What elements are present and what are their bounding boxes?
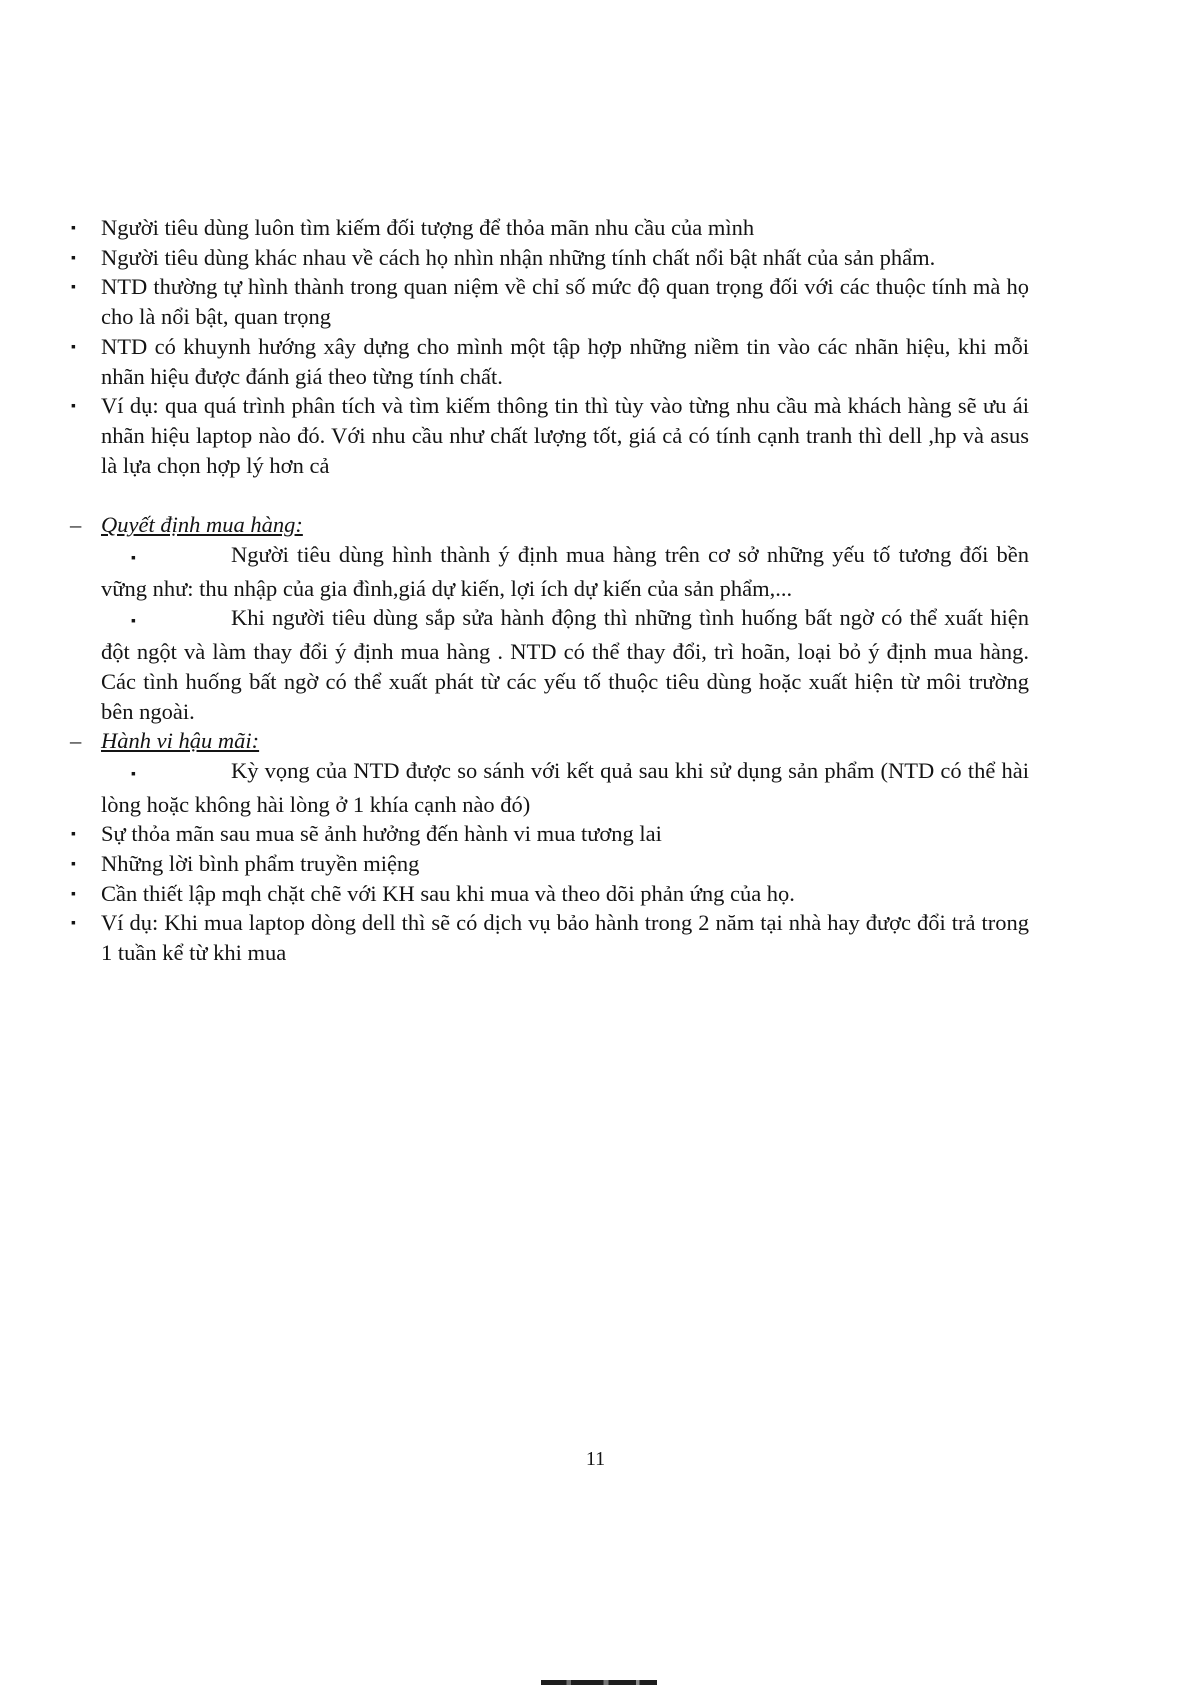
list-item <box>68 819 1029 849</box>
list-item <box>68 849 1029 879</box>
paragraph-text: Những lời bình phẩm truyền miệng <box>101 851 420 877</box>
bullet-marker: ▪ <box>71 339 76 355</box>
bullet-marker: ▪ <box>71 827 76 843</box>
bullet-marker: ▪ <box>71 399 76 415</box>
page-number: 11 <box>585 1448 606 1470</box>
paragraph-text: Kỳ vọng của NTD được so sánh với kết quả sau khi sử dụng sản phẩm (NTD có thể hài lòng hoặc không hài lòng ở 1 khía cạnh nào đó) <box>101 757 1029 817</box>
page-content <box>68 213 1029 968</box>
paragraph-text: Ví dụ: Khi mua laptop dòng dell thì sẽ có dịch vụ bảo hành trong 2 năm tại nhà hay được đổi trả trong 1 tuần kể từ khi mua <box>101 910 1029 966</box>
paragraph-text: Sự thỏa mãn sau mua sẽ ảnh hưởng đến hành vi mua tương lai <box>101 821 662 847</box>
dash-marker: – <box>70 512 82 538</box>
paragraph-text: Người tiêu dùng hình thành ý định mua hàng trên cơ sở những yếu tố tương đối bền vững như: thu nhập của gia đình,giá dự kiến, lợi ích dự kiến của sản phẩm,... <box>101 542 1029 601</box>
section-heading <box>68 726 1029 756</box>
paragraph-text: Cần thiết lập mqh chặt chẽ với KH sau khi mua và theo dõi phản ứng của họ. <box>101 880 795 906</box>
paragraph-text: NTD có khuynh hướng xây dựng cho mình một tập hợp những niềm tin vào các nhãn hiệu, khi mỗi nhãn hiệu được đánh giá theo từng tính chất. <box>101 333 1029 389</box>
list-item <box>68 272 1029 331</box>
paragraph-text: Người tiêu dùng luôn tìm kiếm đối tượng để thỏa mãn nhu cầu của mình <box>101 215 755 240</box>
paragraph-text: Người tiêu dùng khác nhau về cách họ nhìn nhận những tính chất nổi bật nhất của sản phẩm. <box>101 244 936 270</box>
list-item <box>68 332 1029 391</box>
bullet-marker: ▪ <box>131 766 136 782</box>
bullet-marker: ▪ <box>71 221 76 236</box>
list-item <box>68 213 1029 243</box>
paragraph-text: Ví dụ: qua quá trình phân tích và tìm kiếm thông tin thì tùy vào từng nhu cầu mà khách hàng sẽ ưu ái nhãn hiệu laptop nào đó. Với nhu cầu như chất lượng tốt, giá cả có tính cạnh tranh thì dell ,hp và asus là lựa chọn hợp lý hơn cả <box>101 393 1029 478</box>
list-item <box>68 391 1029 480</box>
list-item <box>101 603 1029 726</box>
bullet-marker: ▪ <box>71 916 76 932</box>
list-item <box>101 756 1029 819</box>
bullet-marker: ▪ <box>71 886 76 902</box>
bottom-edge-artifact <box>541 1680 657 1685</box>
list-item <box>68 879 1029 909</box>
heading-text: Quyết định mua hàng: <box>101 512 303 538</box>
list-item <box>68 908 1029 967</box>
paragraph-text: Khi người tiêu dùng sắp sửa hành động thì những tình huống bất ngờ có thể xuất hiện đột ngột và làm thay đổi ý định mua hàng . NTD có thể thay đổi, trì hoãn, loại bỏ ý định mua hàng. Các tình huống bất ngờ có thể xuất phát từ các yếu tố thuộc tiêu dùng hoặc xuất hiện từ môi trường bên ngoài. <box>101 605 1029 724</box>
list-item <box>68 243 1029 273</box>
heading-text: Hành vi hậu mãi: <box>101 728 260 754</box>
bullet-marker: ▪ <box>131 614 136 630</box>
bullet-marker: ▪ <box>131 551 136 567</box>
paragraph-text: NTD thường tự hình thành trong quan niệm về chỉ số mức độ quan trọng đối với các thuộc tính mà họ cho là nổi bật, quan trọng <box>101 274 1029 330</box>
bullet-marker: ▪ <box>71 250 76 266</box>
list-item <box>101 540 1029 603</box>
bullet-marker: ▪ <box>71 857 76 873</box>
dash-marker: – <box>70 728 82 754</box>
section-heading <box>68 510 1029 540</box>
bullet-marker: ▪ <box>71 280 76 296</box>
